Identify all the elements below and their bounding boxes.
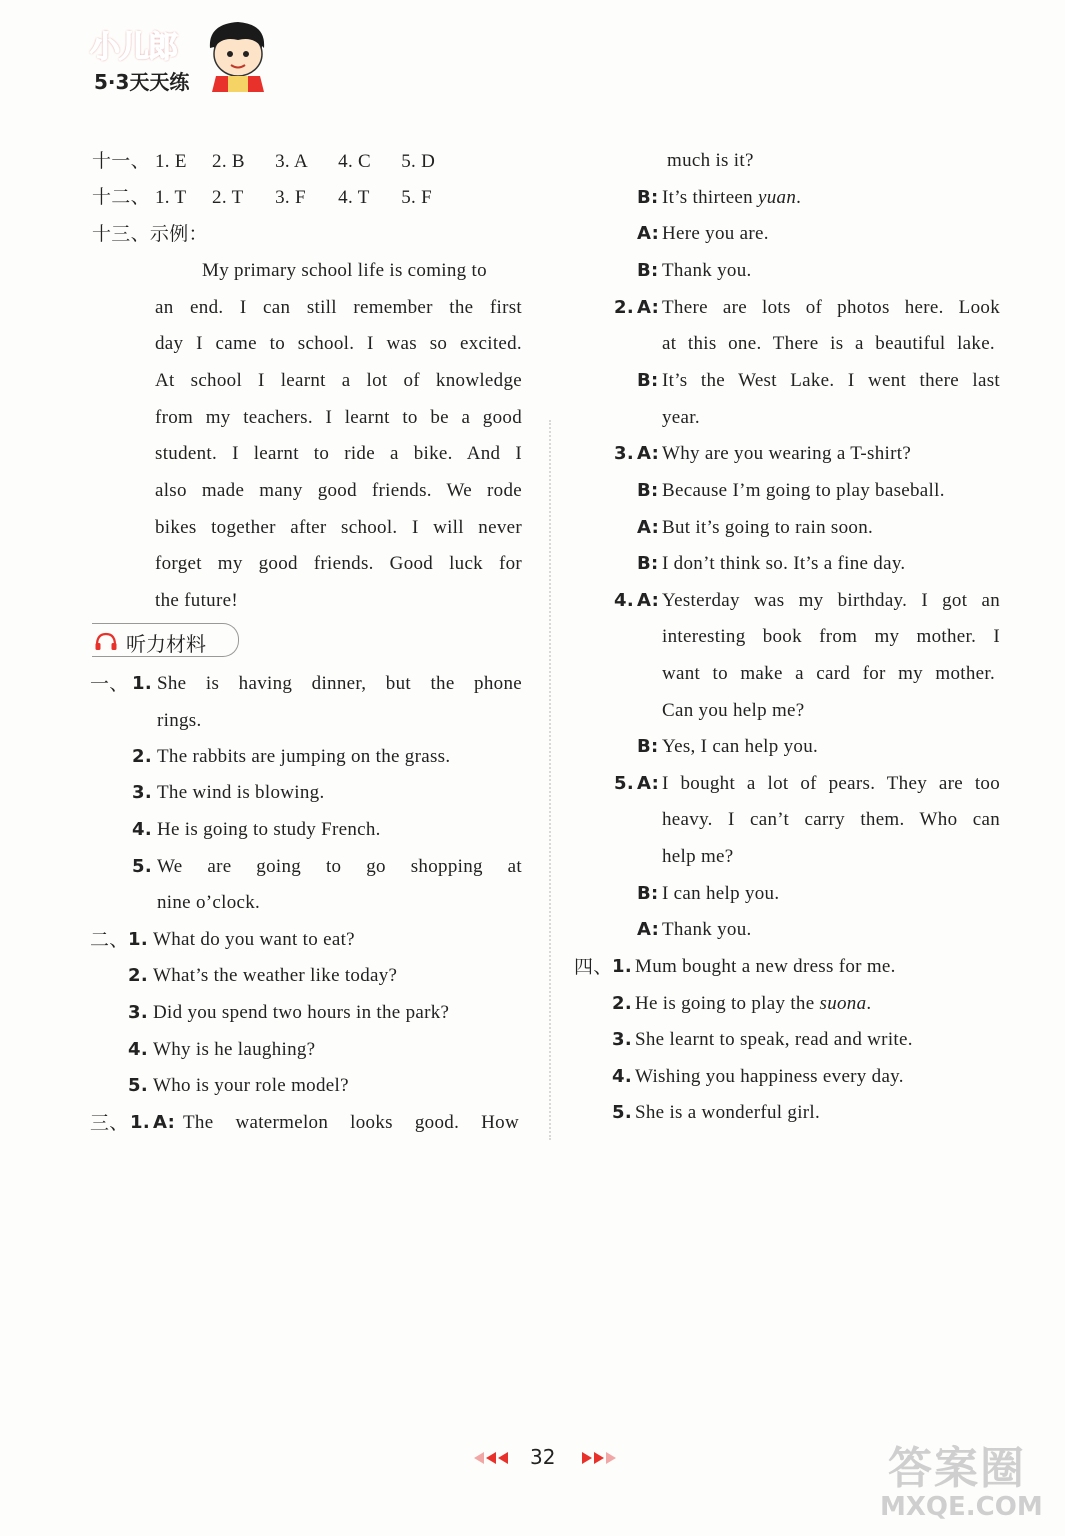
- speaker-label: A:: [637, 297, 660, 318]
- essay-line: the future!: [155, 590, 238, 611]
- speaker-label: B:: [637, 260, 659, 281]
- essay-line: an end. I can still remember the first: [155, 297, 522, 318]
- speaker-label: B:: [637, 553, 659, 574]
- dialogue-line: The watermelon looks good. How: [183, 1112, 519, 1133]
- item-number: 3.: [132, 782, 152, 803]
- speaker-label: B:: [637, 736, 659, 757]
- speaker-label: A:: [637, 590, 660, 611]
- speaker-label: A:: [637, 223, 660, 244]
- listening-line: nine o’clock.: [157, 892, 261, 913]
- dialogue-line: Thank you.: [662, 260, 752, 281]
- item-number: 3.: [612, 1029, 632, 1050]
- next-arrows-icon: [578, 1451, 622, 1465]
- item-number: 4.: [132, 819, 152, 840]
- essay-line: day I came to school. I was so excited.: [155, 333, 522, 354]
- dialogue-line: It’s the West Lake. I went there last: [662, 370, 1000, 391]
- item-number: 2.: [614, 297, 634, 318]
- mascot-boy-icon: [198, 18, 278, 92]
- listening-line: rings.: [157, 710, 202, 731]
- essay-line: from my teachers. I learnt to be a good: [155, 407, 522, 428]
- dialogue-line: But it’s going to rain soon.: [662, 517, 874, 538]
- listening-material-heading: [92, 623, 239, 657]
- dialogue-line: want to make a card for my mother.: [662, 663, 995, 684]
- section-11: [92, 150, 435, 173]
- answer: 4. T: [338, 187, 370, 208]
- answer: 2. B: [212, 151, 245, 172]
- dialogue-line: I don’t think so. It’s a fine day.: [662, 553, 906, 574]
- listening-line: The wind is blowing.: [157, 782, 325, 803]
- part-1-label: 一、: [90, 673, 129, 695]
- dialogue-line: Because I’m going to play baseball.: [662, 480, 945, 501]
- speaker-label: A:: [637, 773, 660, 794]
- column-divider: [549, 420, 551, 1140]
- answer: 1. E: [154, 151, 187, 172]
- watermark-url: MXQE.COM: [880, 1492, 1043, 1522]
- section-12: [92, 186, 432, 209]
- item-number: 3.: [614, 443, 634, 464]
- dialogue-line: I bought a lot of pears. They are too: [662, 773, 1000, 794]
- listening-line: He is going to study French.: [157, 819, 381, 840]
- part-2-label: 二、: [90, 929, 129, 951]
- listening-line: Wishing you happiness every day.: [635, 1066, 904, 1087]
- essay-line: At school I learnt a lot of knowledge: [155, 370, 522, 391]
- listening-line: Who is your role model?: [153, 1075, 349, 1096]
- answer: 2. T: [212, 187, 244, 208]
- item-number: 4.: [614, 590, 634, 611]
- dialogue-line: year.: [662, 407, 700, 428]
- listening-line: She learnt to speak, read and write.: [635, 1029, 913, 1050]
- dialogue-line: Here you are.: [662, 223, 769, 244]
- dialogue-line: I can help you.: [662, 883, 780, 904]
- speaker-label: B:: [637, 883, 659, 904]
- listening-line: She is having dinner, but the phone: [157, 673, 522, 694]
- part-4-label: 四、: [574, 956, 613, 978]
- prev-arrows-icon: [470, 1451, 514, 1465]
- headphones-icon: [94, 631, 118, 651]
- watermark-title: 答案圈: [888, 1443, 1026, 1494]
- essay-line: bikes together after school. I will never: [155, 517, 522, 538]
- essay-line: student. I learnt to ride a bike. And I: [155, 443, 522, 464]
- dialogue-line: Why are you wearing a T-shirt?: [662, 443, 912, 464]
- answer: 4. C: [338, 151, 372, 172]
- brand-logo: [86, 18, 286, 98]
- section-13-label: 十三、示例：: [92, 223, 208, 245]
- dialogue-line: much is it?: [667, 150, 754, 171]
- page-number: 32: [530, 1445, 556, 1469]
- item-number: 2.: [612, 993, 632, 1014]
- answer: 5. D: [401, 151, 436, 172]
- listening-line: We are going to go shopping at: [157, 856, 522, 877]
- item-number: 5.: [614, 773, 634, 794]
- item-number: 4.: [612, 1066, 632, 1087]
- item-number: 2.: [132, 746, 152, 767]
- dialogue-line: Can you help me?: [662, 700, 805, 721]
- section-12-label: 十二、: [92, 186, 150, 208]
- item-number: 2.: [128, 965, 148, 986]
- speaker-label: A:: [637, 517, 660, 538]
- item-number: 3.: [128, 1002, 148, 1023]
- speaker-label: A:: [637, 443, 660, 464]
- speaker-label: A:: [637, 919, 660, 940]
- brand-subtitle: 5·3天天练: [94, 70, 190, 94]
- dialogue-line: interesting book from my mother. I: [662, 626, 1000, 647]
- item-number: 1.: [130, 1112, 150, 1133]
- item-number: 4.: [128, 1039, 148, 1060]
- dialogue-line: help me?: [662, 846, 734, 867]
- listening-line: Why is he laughing?: [153, 1039, 316, 1060]
- answer: 3. F: [275, 187, 306, 208]
- item-number: 5.: [128, 1075, 148, 1096]
- listening-title: 听力材料: [126, 632, 206, 656]
- dialogue-line: at this one. There is a beautiful lake.: [662, 333, 995, 354]
- answer: 1. T: [154, 187, 187, 208]
- section-11-label: 十一、: [92, 150, 150, 172]
- speaker-label: B:: [637, 187, 659, 208]
- item-number: 1.: [612, 956, 632, 977]
- essay-line: also made many good friends. We rode: [155, 480, 522, 501]
- watermark-logo: [870, 1430, 1060, 1530]
- answer: 5. F: [401, 187, 432, 208]
- dialogue-line: There are lots of photos here. Look: [662, 297, 1000, 318]
- essay-line: forget my good friends. Good luck for: [155, 553, 522, 574]
- dialogue-line: It’s thirteen yuan.: [662, 187, 802, 208]
- dialogue-line: Yes, I can help you.: [662, 736, 819, 757]
- listening-line: The rabbits are jumping on the grass.: [157, 746, 451, 767]
- listening-line: What do you want to eat?: [153, 929, 355, 950]
- item-number: 1.: [132, 673, 152, 694]
- essay-line: My primary school life is coming to: [202, 260, 487, 281]
- brand-title: 小儿郎: [90, 30, 177, 65]
- speaker-label: A:: [153, 1112, 176, 1133]
- item-number: 5.: [612, 1102, 632, 1123]
- listening-line: Mum bought a new dress for me.: [635, 956, 896, 977]
- speaker-label: B:: [637, 480, 659, 501]
- speaker-label: B:: [637, 370, 659, 391]
- item-number: 5.: [132, 856, 152, 877]
- listening-line: He is going to play the suona.: [635, 993, 872, 1014]
- dialogue-line: heavy. I can’t carry them. Who can: [662, 809, 1000, 830]
- answer: 3. A: [275, 151, 308, 172]
- dialogue-line: Thank you.: [662, 919, 752, 940]
- listening-line: She is a wonderful girl.: [635, 1102, 821, 1123]
- dialogue-line: Yesterday was my birthday. I got an: [662, 590, 1000, 611]
- item-number: 1.: [128, 929, 148, 950]
- part-3-label: 三、: [90, 1112, 129, 1134]
- listening-line: What’s the weather like today?: [153, 965, 398, 986]
- listening-line: Did you spend two hours in the park?: [153, 1002, 450, 1023]
